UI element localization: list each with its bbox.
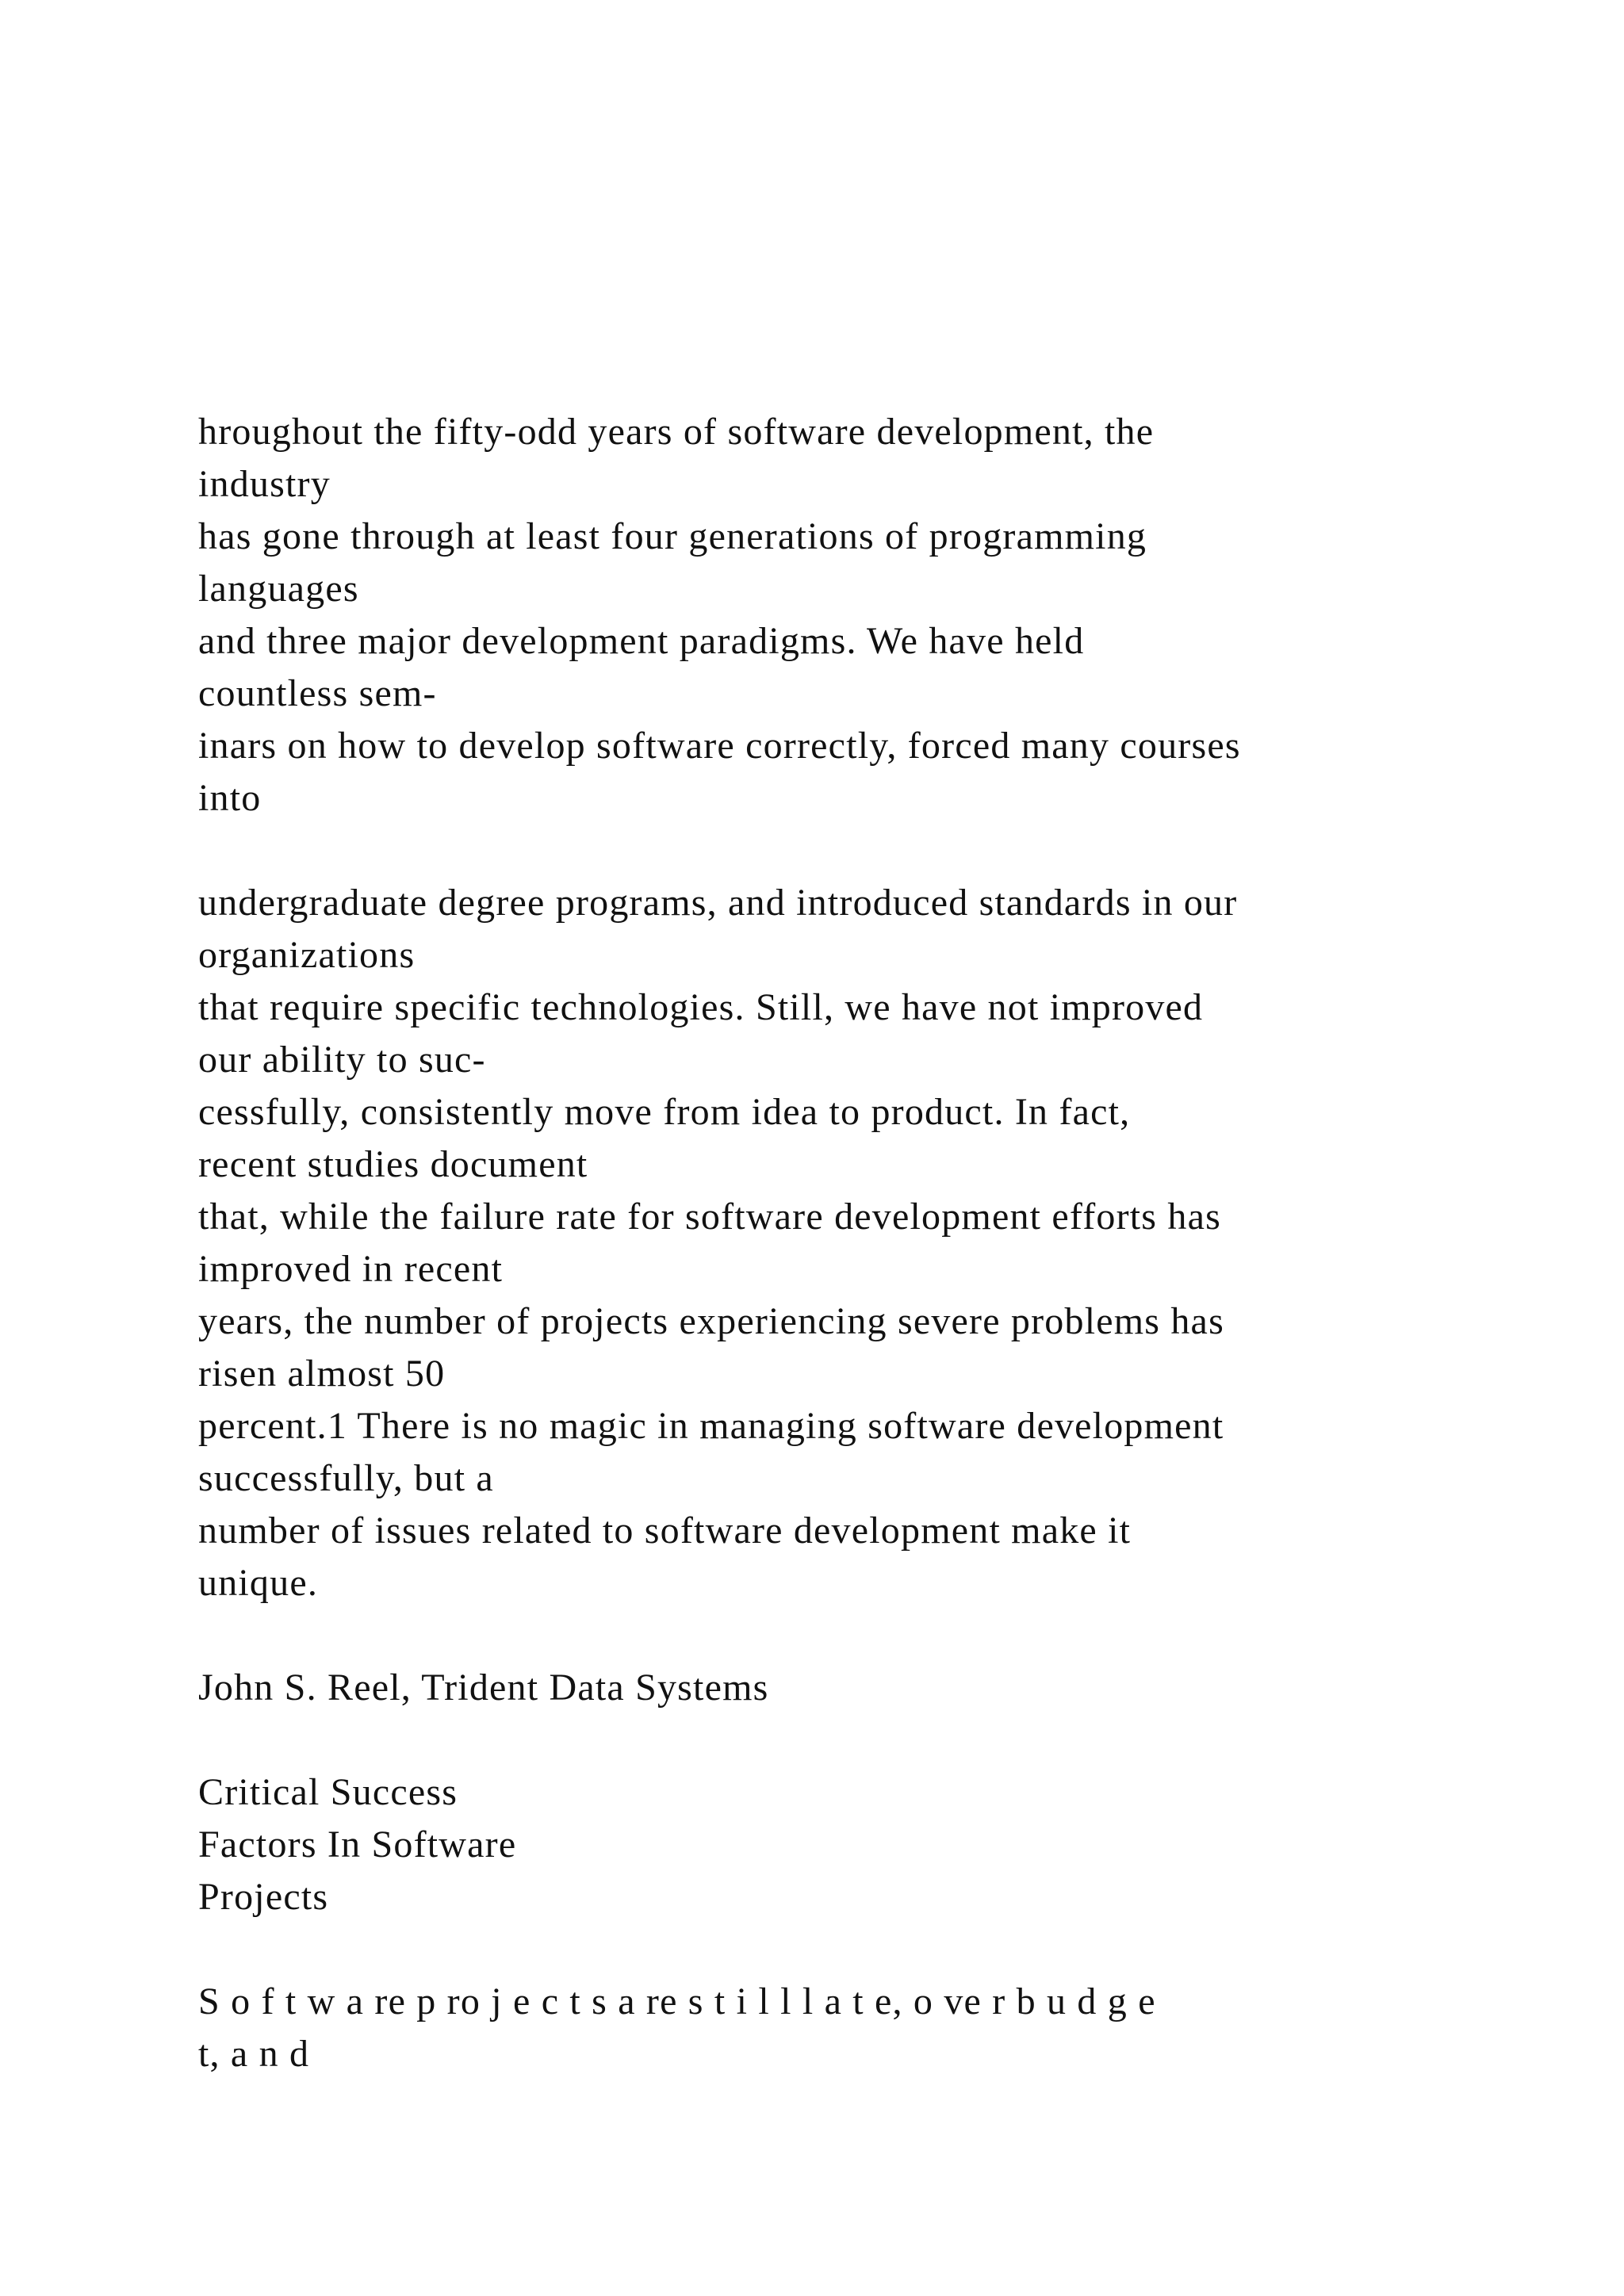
- body-line: undergraduate degree programs, and introduced standards in our: [198, 882, 1238, 924]
- body-line: organizations: [198, 934, 416, 976]
- body-line: cessfully, consistently move from idea to product. In fact,: [198, 1091, 1131, 1133]
- body-line: unique.: [198, 1562, 319, 1604]
- body-line: improved in recent: [198, 1248, 504, 1290]
- title-line: Projects: [198, 1876, 329, 1918]
- body-line: that, while the failure rate for software development efforts has: [198, 1196, 1221, 1238]
- body-line: languages: [198, 568, 359, 610]
- blank-line: [198, 1923, 1499, 1976]
- spaced-body-line: S o f t w a re p ro j e c t s a re s t i l l l a t e, o ve r b u d g e: [198, 1980, 1156, 2022]
- body-line: successfully, but a: [198, 1457, 494, 1499]
- title-line: Critical Success: [198, 1771, 458, 1813]
- body-line: percent.1 There is no magic in managing software development: [198, 1405, 1224, 1447]
- body-line: and three major development paradigms. We have held: [198, 620, 1085, 662]
- body-line: has gone through at least four generations of programming: [198, 515, 1147, 557]
- body-line: years, the number of projects experiencing severe problems has: [198, 1300, 1224, 1342]
- blank-line: [198, 1714, 1499, 1766]
- body-line: number of issues related to software development make it: [198, 1510, 1132, 1552]
- body-line: risen almost 50: [198, 1353, 446, 1395]
- body-line: that require specific technologies. Still, we have not improved: [198, 986, 1204, 1028]
- title-line: Factors In Software: [198, 1823, 517, 1866]
- author-line: John S. Reel, Trident Data Systems: [198, 1667, 769, 1709]
- body-line: into: [198, 777, 262, 819]
- document-text: [198, 406, 1499, 2080]
- body-line: our ability to suc-: [198, 1039, 486, 1081]
- blank-line: [198, 1609, 1499, 1662]
- body-line: countless sem-: [198, 672, 437, 714]
- blank-line: [198, 825, 1499, 877]
- body-line: recent studies document: [198, 1143, 588, 1185]
- spaced-body-line: t, a n d: [198, 2033, 310, 2075]
- body-line: industry: [198, 463, 331, 505]
- body-line: inars on how to develop software correctly, forced many courses: [198, 725, 1241, 767]
- body-line: hroughout the fifty-odd years of software development, the: [198, 411, 1155, 453]
